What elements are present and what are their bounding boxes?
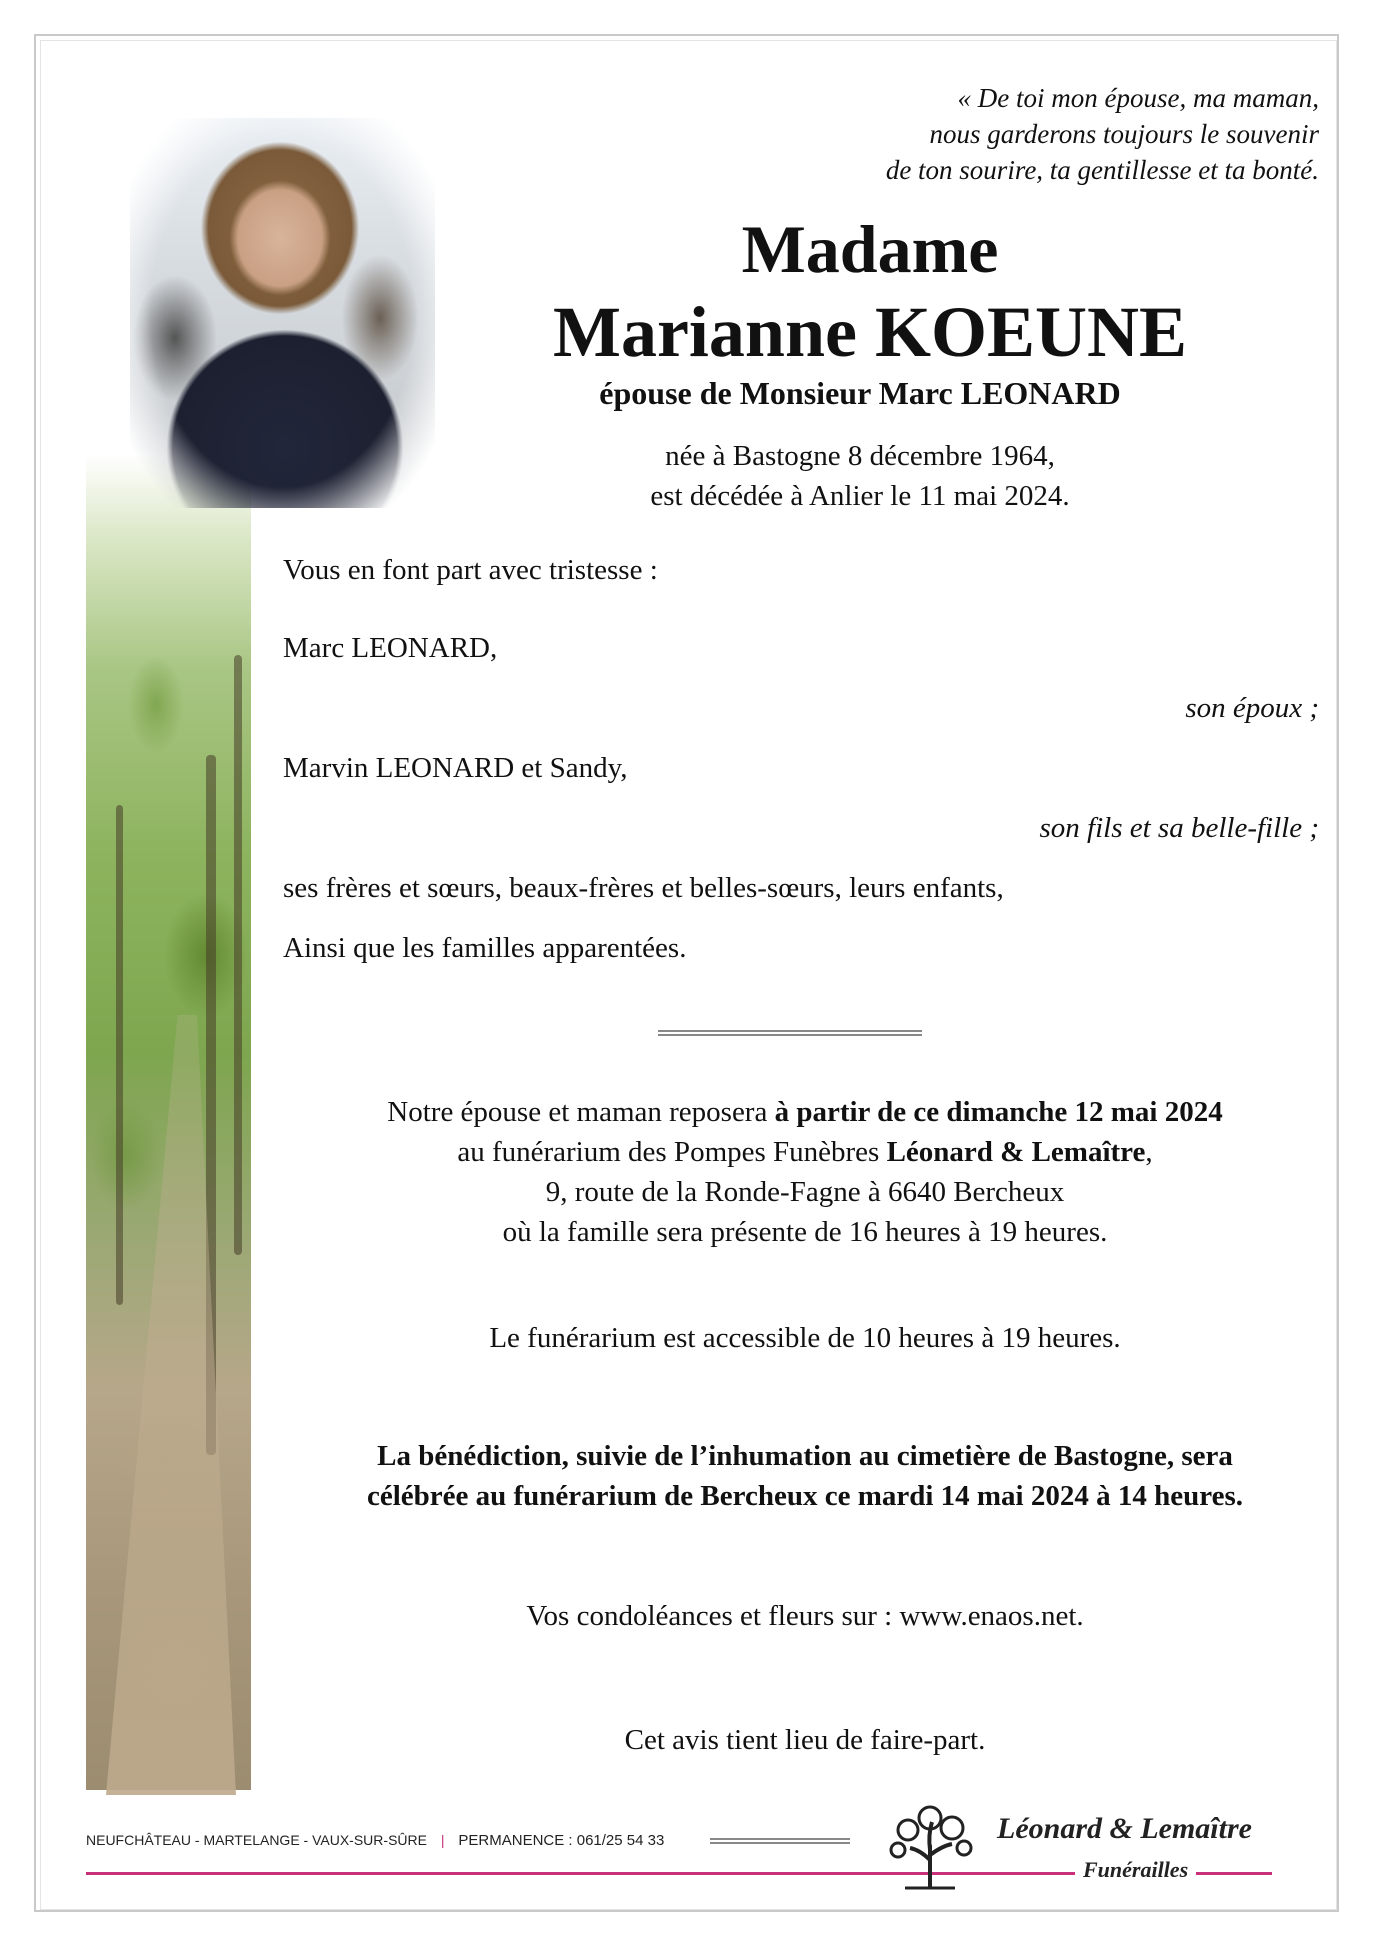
footer-contact	[86, 1832, 664, 1849]
funerarium-access: Le funérarium est accessible de 10 heures à 19 heures.	[489, 1322, 1121, 1354]
condolences-line: Vos condoléances et fleurs sur : www.enaos.net.	[526, 1600, 1084, 1632]
footer-divider	[710, 1838, 850, 1844]
visitation-address: 9, route de la Ronde-Fagne à 6640 Bercheux	[545, 1176, 1065, 1208]
quote-line-2: nous garderons toujours le souvenir	[929, 119, 1319, 149]
spouse-line: épouse de Monsieur Marc LEONARD	[599, 375, 1121, 411]
visitation-line-2: au funérarium des Pompes Funèbres Léonard & Lemaître,	[457, 1136, 1153, 1168]
family-relation-2: son fils et sa belle-fille ;	[1039, 812, 1319, 844]
visitation-line-1: Notre épouse et maman reposera à partir de ce dimanche 12 mai 2024	[387, 1096, 1223, 1128]
forest-path-image	[86, 455, 251, 1790]
footer-separator: |	[440, 1832, 445, 1848]
family-intro: Vous en font part avec tristesse :	[283, 554, 658, 586]
civility-title: Madame	[741, 211, 999, 287]
death-line: est décédée à Anlier le 11 mai 2024.	[650, 480, 1070, 512]
ceremony-info	[270, 1436, 1340, 1516]
ceremony-line-2: célébrée au funérarium de Bercheux ce mardi 14 mai 2024 à 14 heures.	[366, 1480, 1244, 1512]
tree-logo-icon	[880, 1800, 980, 1890]
memorial-quote	[619, 80, 1319, 188]
footer-locations: NEUFCHÂTEAU - MARTELANGE - VAUX-SUR-SÛRE	[86, 1832, 427, 1848]
quote-line-1: « De toi mon épouse, ma maman,	[957, 83, 1319, 113]
portrait-photo	[130, 118, 435, 508]
notice-line: Cet avis tient lieu de faire-part.	[624, 1724, 986, 1756]
family-member-1: Marc LEONARD,	[283, 632, 498, 664]
brand-name: Léonard & Lemaître	[997, 1812, 1252, 1845]
section-divider	[658, 1030, 922, 1036]
quote-line-3: de ton sourire, ta gentillesse et ta bonté.	[885, 155, 1319, 185]
family-member-3: ses frères et sœurs, beaux-frères et belles-sœurs, leurs enfants,	[283, 872, 1004, 904]
visitation-info	[270, 1092, 1340, 1252]
family-member-2: Marvin LEONARD et Sandy,	[283, 752, 628, 784]
brand-subtitle: Funérailles	[1075, 1857, 1196, 1883]
footer-permanence: PERMANENCE : 061/25 54 33	[458, 1832, 665, 1849]
family-member-4: Ainsi que les familles apparentées.	[283, 932, 687, 964]
visitation-hours: où la famille sera présente de 16 heures à 19 heures.	[502, 1216, 1108, 1248]
family-relation-1: son époux ;	[1185, 692, 1319, 724]
birth-line: née à Bastogne 8 décembre 1964,	[665, 440, 1055, 472]
life-dates	[480, 436, 1240, 516]
deceased-name: Marianne KOEUNE	[552, 292, 1187, 372]
ceremony-line-1: La bénédiction, suivie de l’inhumation au cimetière de Bastogne, sera	[377, 1440, 1233, 1472]
